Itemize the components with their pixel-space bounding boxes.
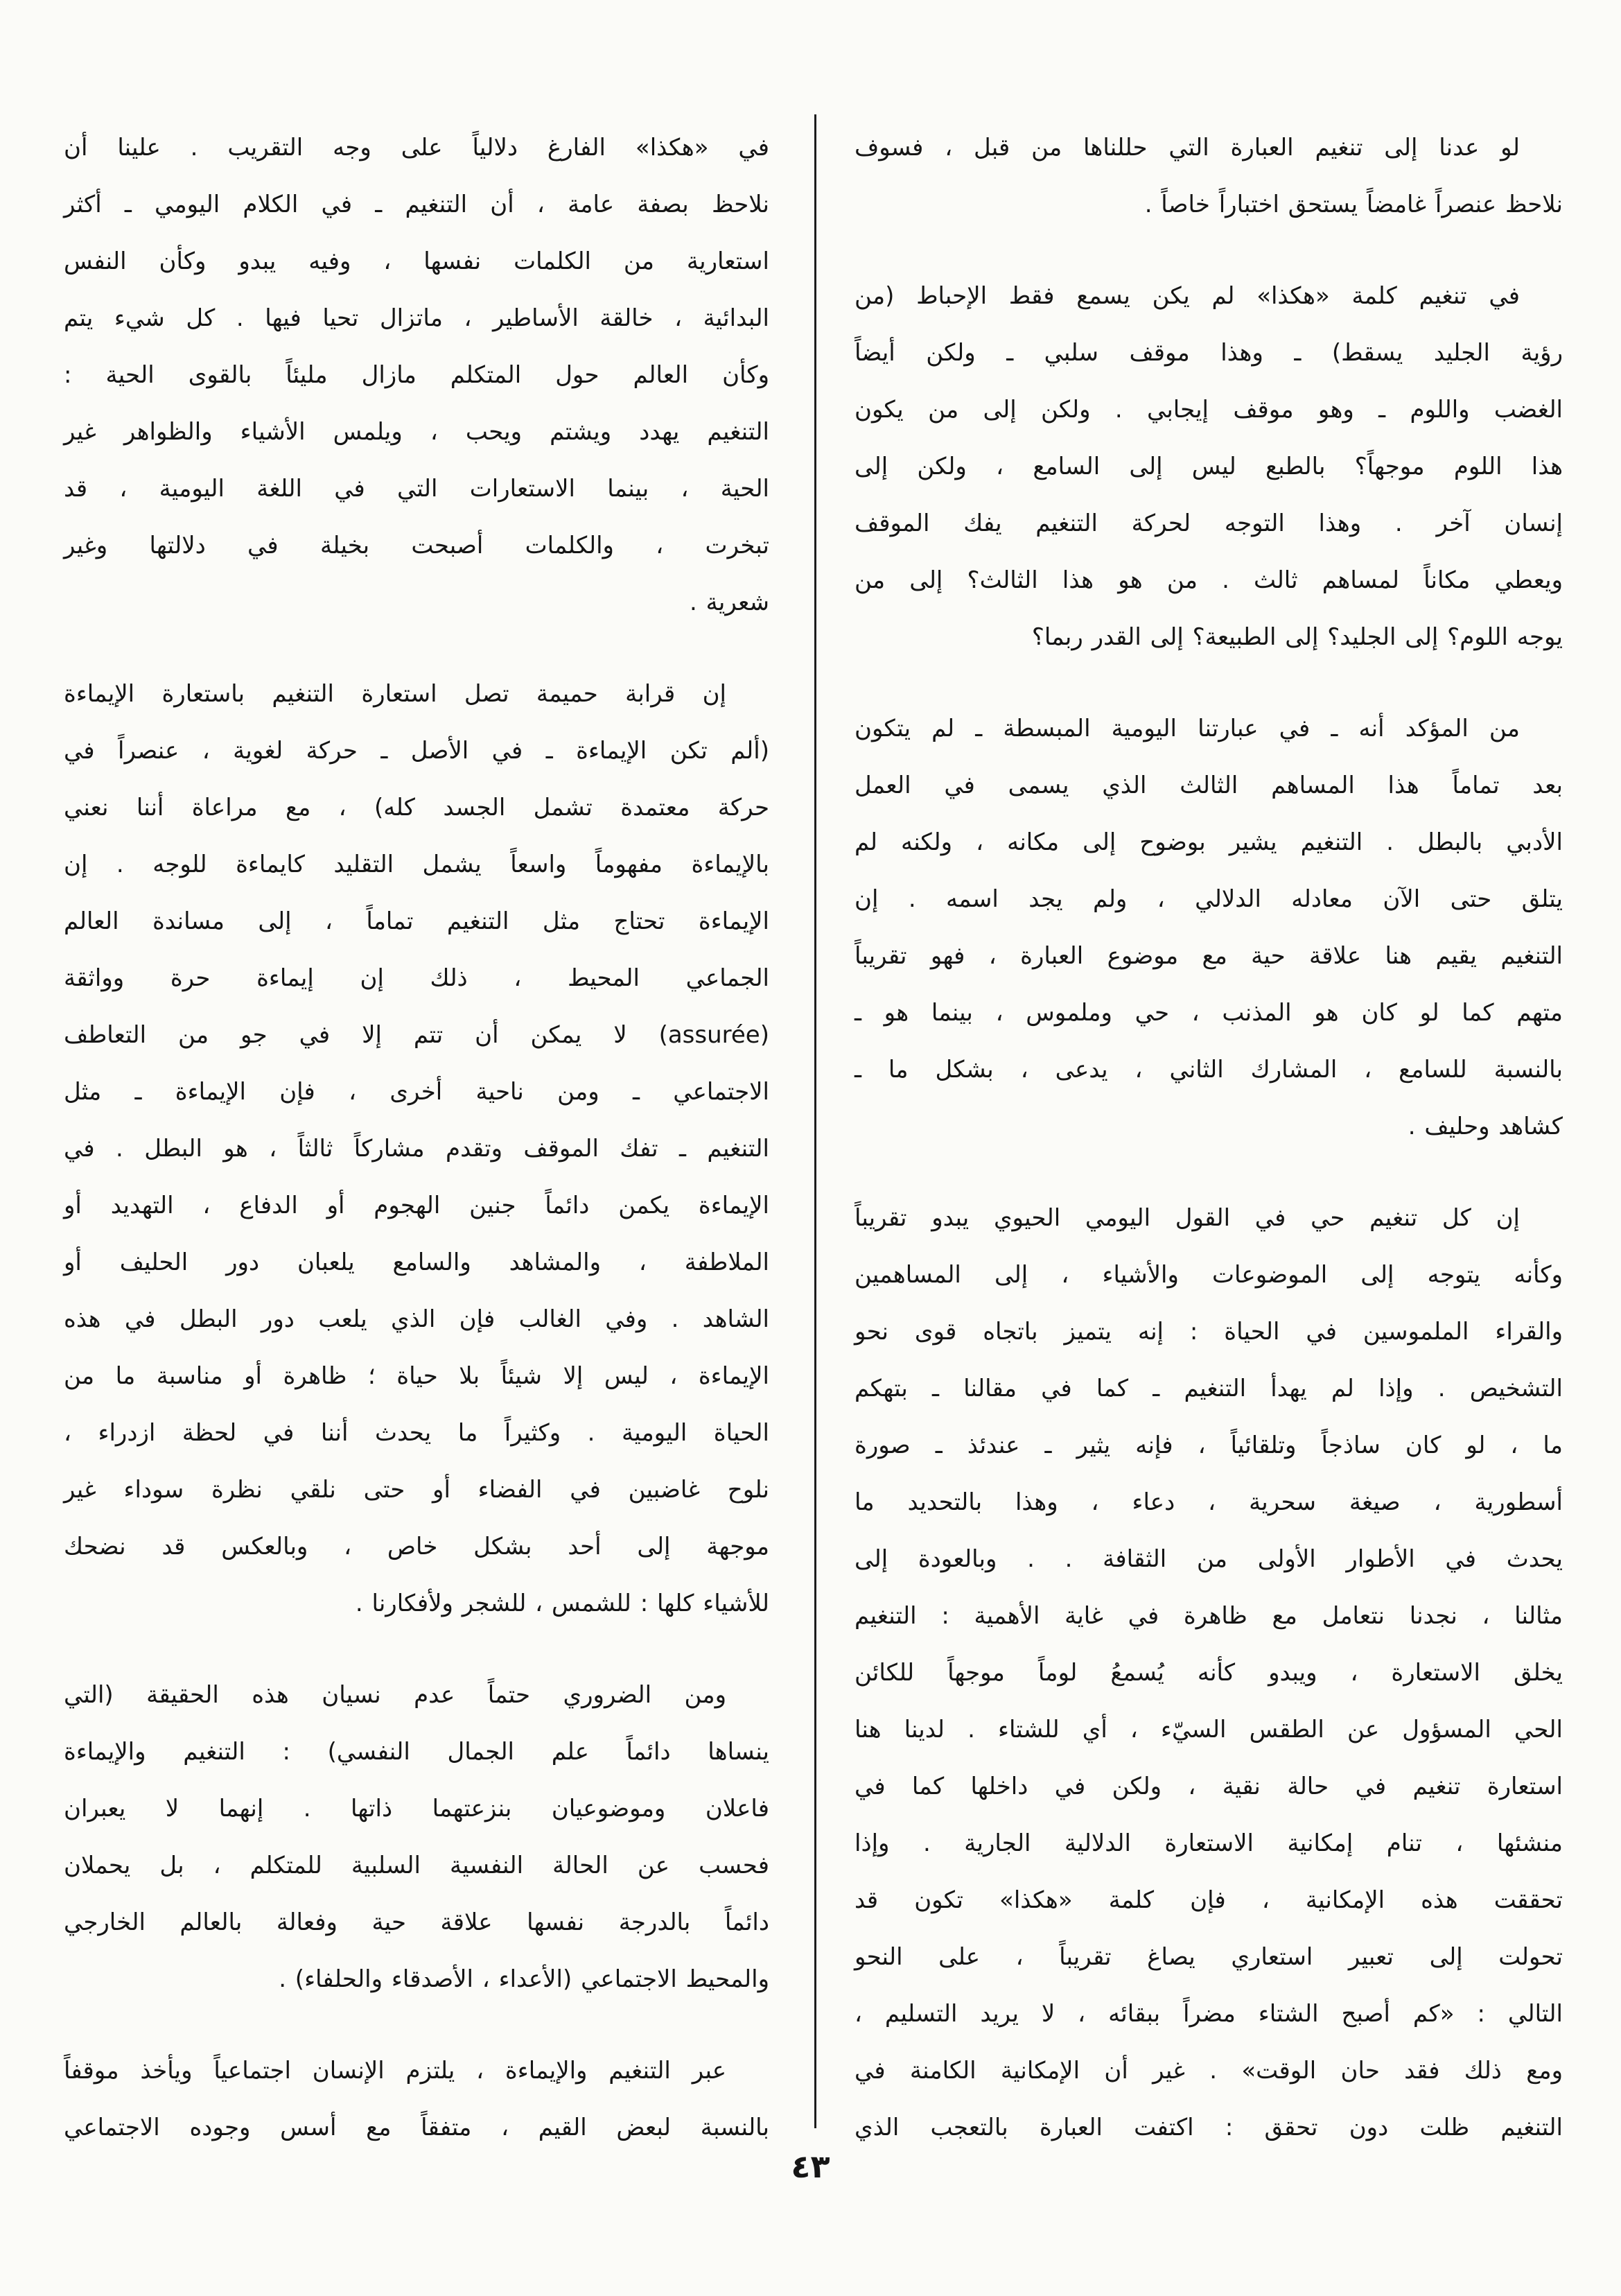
paragraph xyxy=(855,1190,1563,2156)
paragraph xyxy=(64,1667,769,2008)
text-line: ويعطي مكاناً لمساهم ثالث . من هو هذا الثالث؟ إلى من xyxy=(855,566,1563,594)
text-line: نلوح غاضبين في الفضاء أو حتى نلقي نظرة سوداء غير xyxy=(64,1476,769,1504)
text-line: الشاهد . وفي الغالب فإن الذي يلعب دور البطل في هذه xyxy=(64,1305,769,1333)
text-line: متهم كما لو كان هو المذنب ، حي وملموس ، بينما هو ـ xyxy=(855,999,1563,1027)
text-line: التنغيم يقيم هنا علاقة حية مع موضوع العبارة ، فهو تقريباً xyxy=(855,942,1563,970)
text-line: ينساها دائماً علم الجمال النفسي) : التنغيم والإيماءة xyxy=(64,1738,769,1766)
text-line: ومن الضروري حتماً عدم نسيان هذه الحقيقة (التي xyxy=(64,1681,726,1709)
text-line: للأشياء كلها : للشمس ، للشجر ولأفكارنا . xyxy=(355,1590,769,1617)
text-line: عبر التنغيم والإيماءة ، يلتزم الإنسان اجتماعياً ويأخذ موقفاً xyxy=(64,2057,726,2085)
paragraph xyxy=(64,666,769,1632)
text-line: يخلق الاستعارة ، ويبدو كأنه يُسمعُ لوماً موجهاً للكائن xyxy=(855,1659,1563,1687)
text-line: شعرية . xyxy=(690,589,769,616)
text-line: إن قرابة حميمة تصل استعارة التنغيم باستعارة الإيماءة xyxy=(64,680,726,708)
text-line: التشخيص . وإذا لم يهدأ التنغيم ـ كما في مقالنا ـ بتهكم xyxy=(855,1375,1563,1402)
text-line: التالي : «كم أصبح الشتاء مضراً ببقائه ، لا يريد التسليم ، xyxy=(855,2000,1563,2028)
text-line: بالنسبة للسامع ، المشارك الثاني ، يدعى ، بشكل ما ـ xyxy=(855,1056,1563,1084)
text-line: بالإيماءة مفهوماً واسعاً يشمل التقليد كايماءة للوجه . إن xyxy=(64,851,769,878)
text-line: والقراء الملموسين في الحياة : إنه يتميز باتجاه قوى نحو xyxy=(855,1318,1563,1346)
text-line: والمحيط الاجتماعي (الأعداء ، الأصدقاء والحلفاء) . xyxy=(279,1965,769,1993)
paragraph xyxy=(855,700,1563,1155)
text-line: رؤية الجليد يسقط) ـ وهذا موقف سلبي ـ ولكن أيضاً xyxy=(855,339,1563,367)
text-line: أسطورية ، صيغة سحرية ، دعاء ، وهذا بالتحديد ما xyxy=(855,1488,1563,1516)
text-line: بعد تماماً هذا المساهم الثالث الذي يسمى في العمل xyxy=(855,772,1563,799)
text-line: فحسب عن الحالة النفسية السلبية للمتكلم ، بل يحملان xyxy=(64,1852,769,1879)
text-line: مثالنا ، نجدنا نتعامل مع ظاهرة في غاية الأهمية : التنغيم xyxy=(855,1602,1563,1630)
paragraph xyxy=(855,119,1563,233)
paragraph xyxy=(64,2042,769,2156)
text-line: استعارة تنغيم في حالة نقية ، ولكن في داخلها كما في xyxy=(855,1773,1563,1800)
text-line: الإيماءة ، ليس إلا شيئاً بلا حياة ؛ ظاهرة أو مناسبة ما من xyxy=(64,1362,769,1390)
text-line: الإيماءة تحتاج مثل التنغيم تماماً ، إلى مساندة العالم xyxy=(64,907,769,935)
text-line: الجماعي المحيط ، ذلك إن إيماءة حرة وواثقة xyxy=(64,964,769,992)
text-column-left xyxy=(64,119,769,2156)
text-line: الأدبي بالبطل . التنغيم يشير بوضوح إلى مكانه ، ولكنه لم xyxy=(855,828,1563,856)
text-line: يحدث في الأطوار الأولى من الثقافة . . وبالعودة إلى xyxy=(855,1545,1563,1573)
text-line: ما ، لو كان ساذجاً وتلقائياً ، فإنه يثير ـ عندئذ ـ صورة xyxy=(855,1432,1563,1459)
text-line: الإيماءة يكمن دائماً جنين الهجوم أو الدفاع ، التهديد أو xyxy=(64,1192,769,1219)
text-line: التنغيم يهدد ويشتم ويحب ، ويلمس الأشياء والظواهر غير xyxy=(64,418,769,446)
text-line: لو عدنا إلى تنغيم العبارة التي حللناها من قبل ، فسوف xyxy=(855,134,1520,162)
text-line: التنغيم ظلت دون تحقق : اكتفت العبارة بالتعجب الذي xyxy=(855,2114,1563,2141)
text-line: (assurée) لا يمكن أن تتم إلا في جو من التعاطف xyxy=(64,1021,769,1049)
text-line: تحولت إلى تعبير استعاري يصاغ تقريباً ، على النحو xyxy=(855,1943,1563,1971)
text-line: التنغيم ـ تفك الموقف وتقدم مشاركاً ثالثاً ، هو البطل . في xyxy=(64,1135,769,1163)
text-line: الحية ، بينما الاستعارات التي في اللغة اليومية ، قد xyxy=(64,475,769,503)
text-line: استعارية من الكلمات نفسها ، وفيه يبدو وكأن النفس xyxy=(64,247,769,275)
text-line: (ألم تكن الإيماءة ـ في الأصل ـ حركة لغوية ، عنصراً في xyxy=(64,737,769,765)
text-column-right xyxy=(855,119,1563,2156)
text-line: يتلق حتى الآن معادله الدلالي ، ولم يجد اسمه . إن xyxy=(855,885,1563,913)
text-line: الغضب واللوم ـ وهو موقف إيجابي . ولكن إلى من يكون xyxy=(855,396,1563,424)
text-line: البدائية ، خالقة الأساطير ، ماتزال تحيا فيها . كل شيء يتم xyxy=(64,304,769,332)
text-line: تبخرت ، والكلمات أصبحت بخيلة في دلالتها وغير xyxy=(64,532,769,559)
text-line: إنسان آخر . وهذا التوجه لحركة التنغيم يفك الموقف xyxy=(855,510,1563,537)
text-line: نلاحظ بصفة عامة ، أن التنغيم ـ في الكلام اليومي ـ أكثر xyxy=(64,191,769,218)
text-line: وكأنه يتوجه إلى الموضوعات والأشياء ، إلى المساهمين xyxy=(855,1261,1563,1289)
text-line: في تنغيم كلمة «هكذا» لم يكن يسمع فقط الإحباط (من xyxy=(855,282,1520,310)
text-line: يوجه اللوم؟ إلى الجليد؟ إلى الطبيعة؟ إلى القدر ربما؟ xyxy=(1031,623,1563,651)
text-line: الحي المسؤول عن الطقس السيّء ، أي للشتاء . لدينا هنا xyxy=(855,1716,1563,1743)
text-line: هذا اللوم موجهاً؟ بالطبع ليس إلى السامع ، ولكن إلى xyxy=(855,453,1563,480)
text-line: حركة معتمدة تشمل الجسد كله) ، مع مراعاة أننا نعني xyxy=(64,794,769,821)
text-line: الاجتماعي ـ ومن ناحية أخرى ، فإن الإيماءة ـ مثل xyxy=(64,1078,769,1106)
text-line: ومع ذلك فقد حان الوقت» . غير أن الإمكانية الكامنة في xyxy=(855,2057,1563,2085)
text-line: وكأن العالم حول المتكلم مازال مليئاً بالقوى الحية : xyxy=(64,361,769,389)
text-line: دائماً بالدرجة نفسها علاقة حية وفعالة بالعالم الخارجي xyxy=(64,1908,769,1936)
text-line: منشئها ، تنام إمكانية الاستعارة الدلالية الجارية . وإذا xyxy=(855,1829,1563,1857)
text-line: بالنسبة لبعض القيم ، متفقاً مع أسس وجوده الاجتماعي xyxy=(64,2114,769,2141)
paragraph xyxy=(855,268,1563,666)
page-number: ٤٣ xyxy=(791,2148,830,2185)
text-line: الملاطفة ، والمشاهد والسامع يلعبان دور الحليف أو xyxy=(64,1249,769,1276)
text-line: كشاهد وحليف . xyxy=(1408,1113,1563,1140)
text-line: الحياة اليومية . وكثيراً ما يحدث أننا في لحظة ازدراء ، xyxy=(64,1419,769,1447)
paragraph xyxy=(64,119,769,631)
text-line: إن كل تنغيم حي في القول اليومي الحيوي يبدو تقريباً xyxy=(855,1204,1520,1232)
text-line: نلاحظ عنصراً غامضاً يستحق اختباراً خاصاً . xyxy=(1144,191,1563,218)
text-line: من المؤكد أنه ـ في عبارتنا اليومية المبسطة ـ لم يتكون xyxy=(855,715,1520,742)
text-line: في «هكذا» الفارغ دلالياً على وجه التقريب . علينا أن xyxy=(64,134,769,162)
text-line: تحققت هذه الإمكانية ، فإن كلمة «هكذا» تكون قد xyxy=(855,1886,1563,1914)
text-line: موجهة إلى أحد بشكل خاص ، وبالعكس قد نضحك xyxy=(64,1533,769,1560)
column-divider-line xyxy=(814,114,816,2128)
text-line: فاعلان وموضوعيان بنزعتهما ذاتها . إنهما لا يعبران xyxy=(64,1795,769,1823)
